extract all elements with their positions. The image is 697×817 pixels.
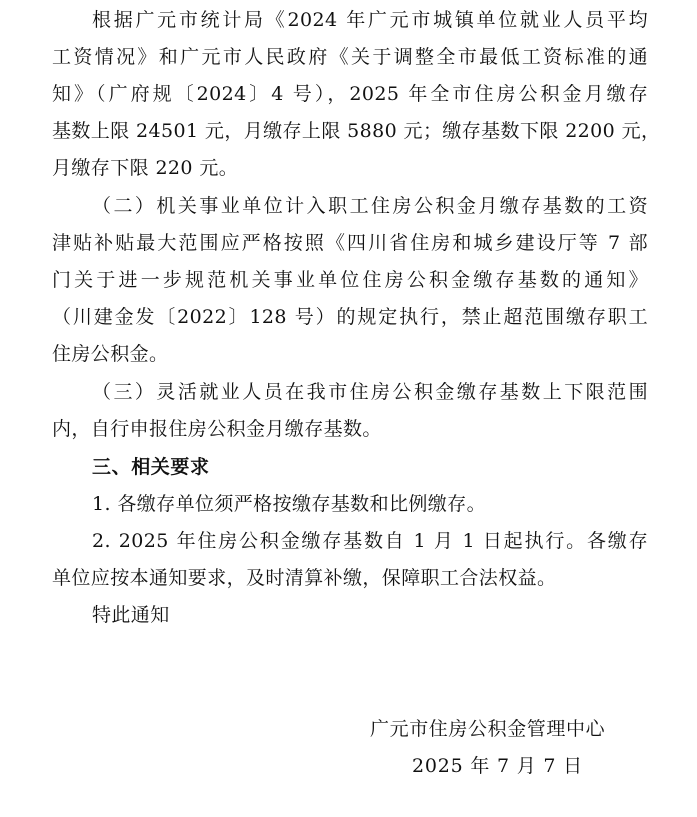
text-line: 月缴存下限 220 元。 xyxy=(52,157,239,179)
text-line: （三）灵活就业人员在我市住房公积金缴存基数上下限范围 xyxy=(92,381,648,403)
text-line: 住房公积金。 xyxy=(52,343,169,365)
text-line: 知》（广府规〔2024〕4 号），2025 年全市住房公积金月缴存 xyxy=(52,83,648,105)
text-line: 单位应按本通知要求，及时清算补缴，保障职工合法权益。 xyxy=(52,567,557,589)
issuer-signature: 广元市住房公积金管理中心 xyxy=(370,718,606,740)
section-heading: 三、相关要求 xyxy=(92,456,210,478)
text-line: （二）机关事业单位计入职工住房公积金月缴存基数的工资 xyxy=(92,195,648,217)
text-line: （川建金发〔2022〕128 号）的规定执行，禁止超范围缴存职工 xyxy=(52,306,648,328)
text-line: 基数上限 24501 元，月缴存上限 5880 元；缴存基数下限 2200 元， xyxy=(52,120,661,142)
requirement-one: 1. 各缴存单位须严格按缴存基数和比例缴存。 xyxy=(92,493,486,515)
text-line: 根据广元市统计局《2024 年广元市城镇单位就业人员平均 xyxy=(92,9,648,31)
text-line: 工资情况》和广元市人民政府《关于调整全市最低工资标准的通 xyxy=(52,46,648,68)
paragraph-item-three xyxy=(52,374,648,448)
paragraph-base-limits xyxy=(52,2,661,187)
closing-phrase: 特此通知 xyxy=(92,604,170,626)
text-line: 津贴补贴最大范围应严格按照《四川省住房和城乡建设厅等 7 部 xyxy=(52,232,648,254)
text-line: 内，自行申报住房公积金月缴存基数。 xyxy=(52,418,382,440)
issue-date: 2025 年 7 月 7 日 xyxy=(412,755,583,777)
paragraph-item-two xyxy=(52,188,648,373)
requirement-two xyxy=(52,523,648,597)
text-line: 门关于进一步规范机关事业单位住房公积金缴存基数的通知》 xyxy=(52,269,648,291)
text-line: 2. 2025 年住房公积金缴存基数自 1 月 1 日起执行。各缴存 xyxy=(92,530,648,552)
